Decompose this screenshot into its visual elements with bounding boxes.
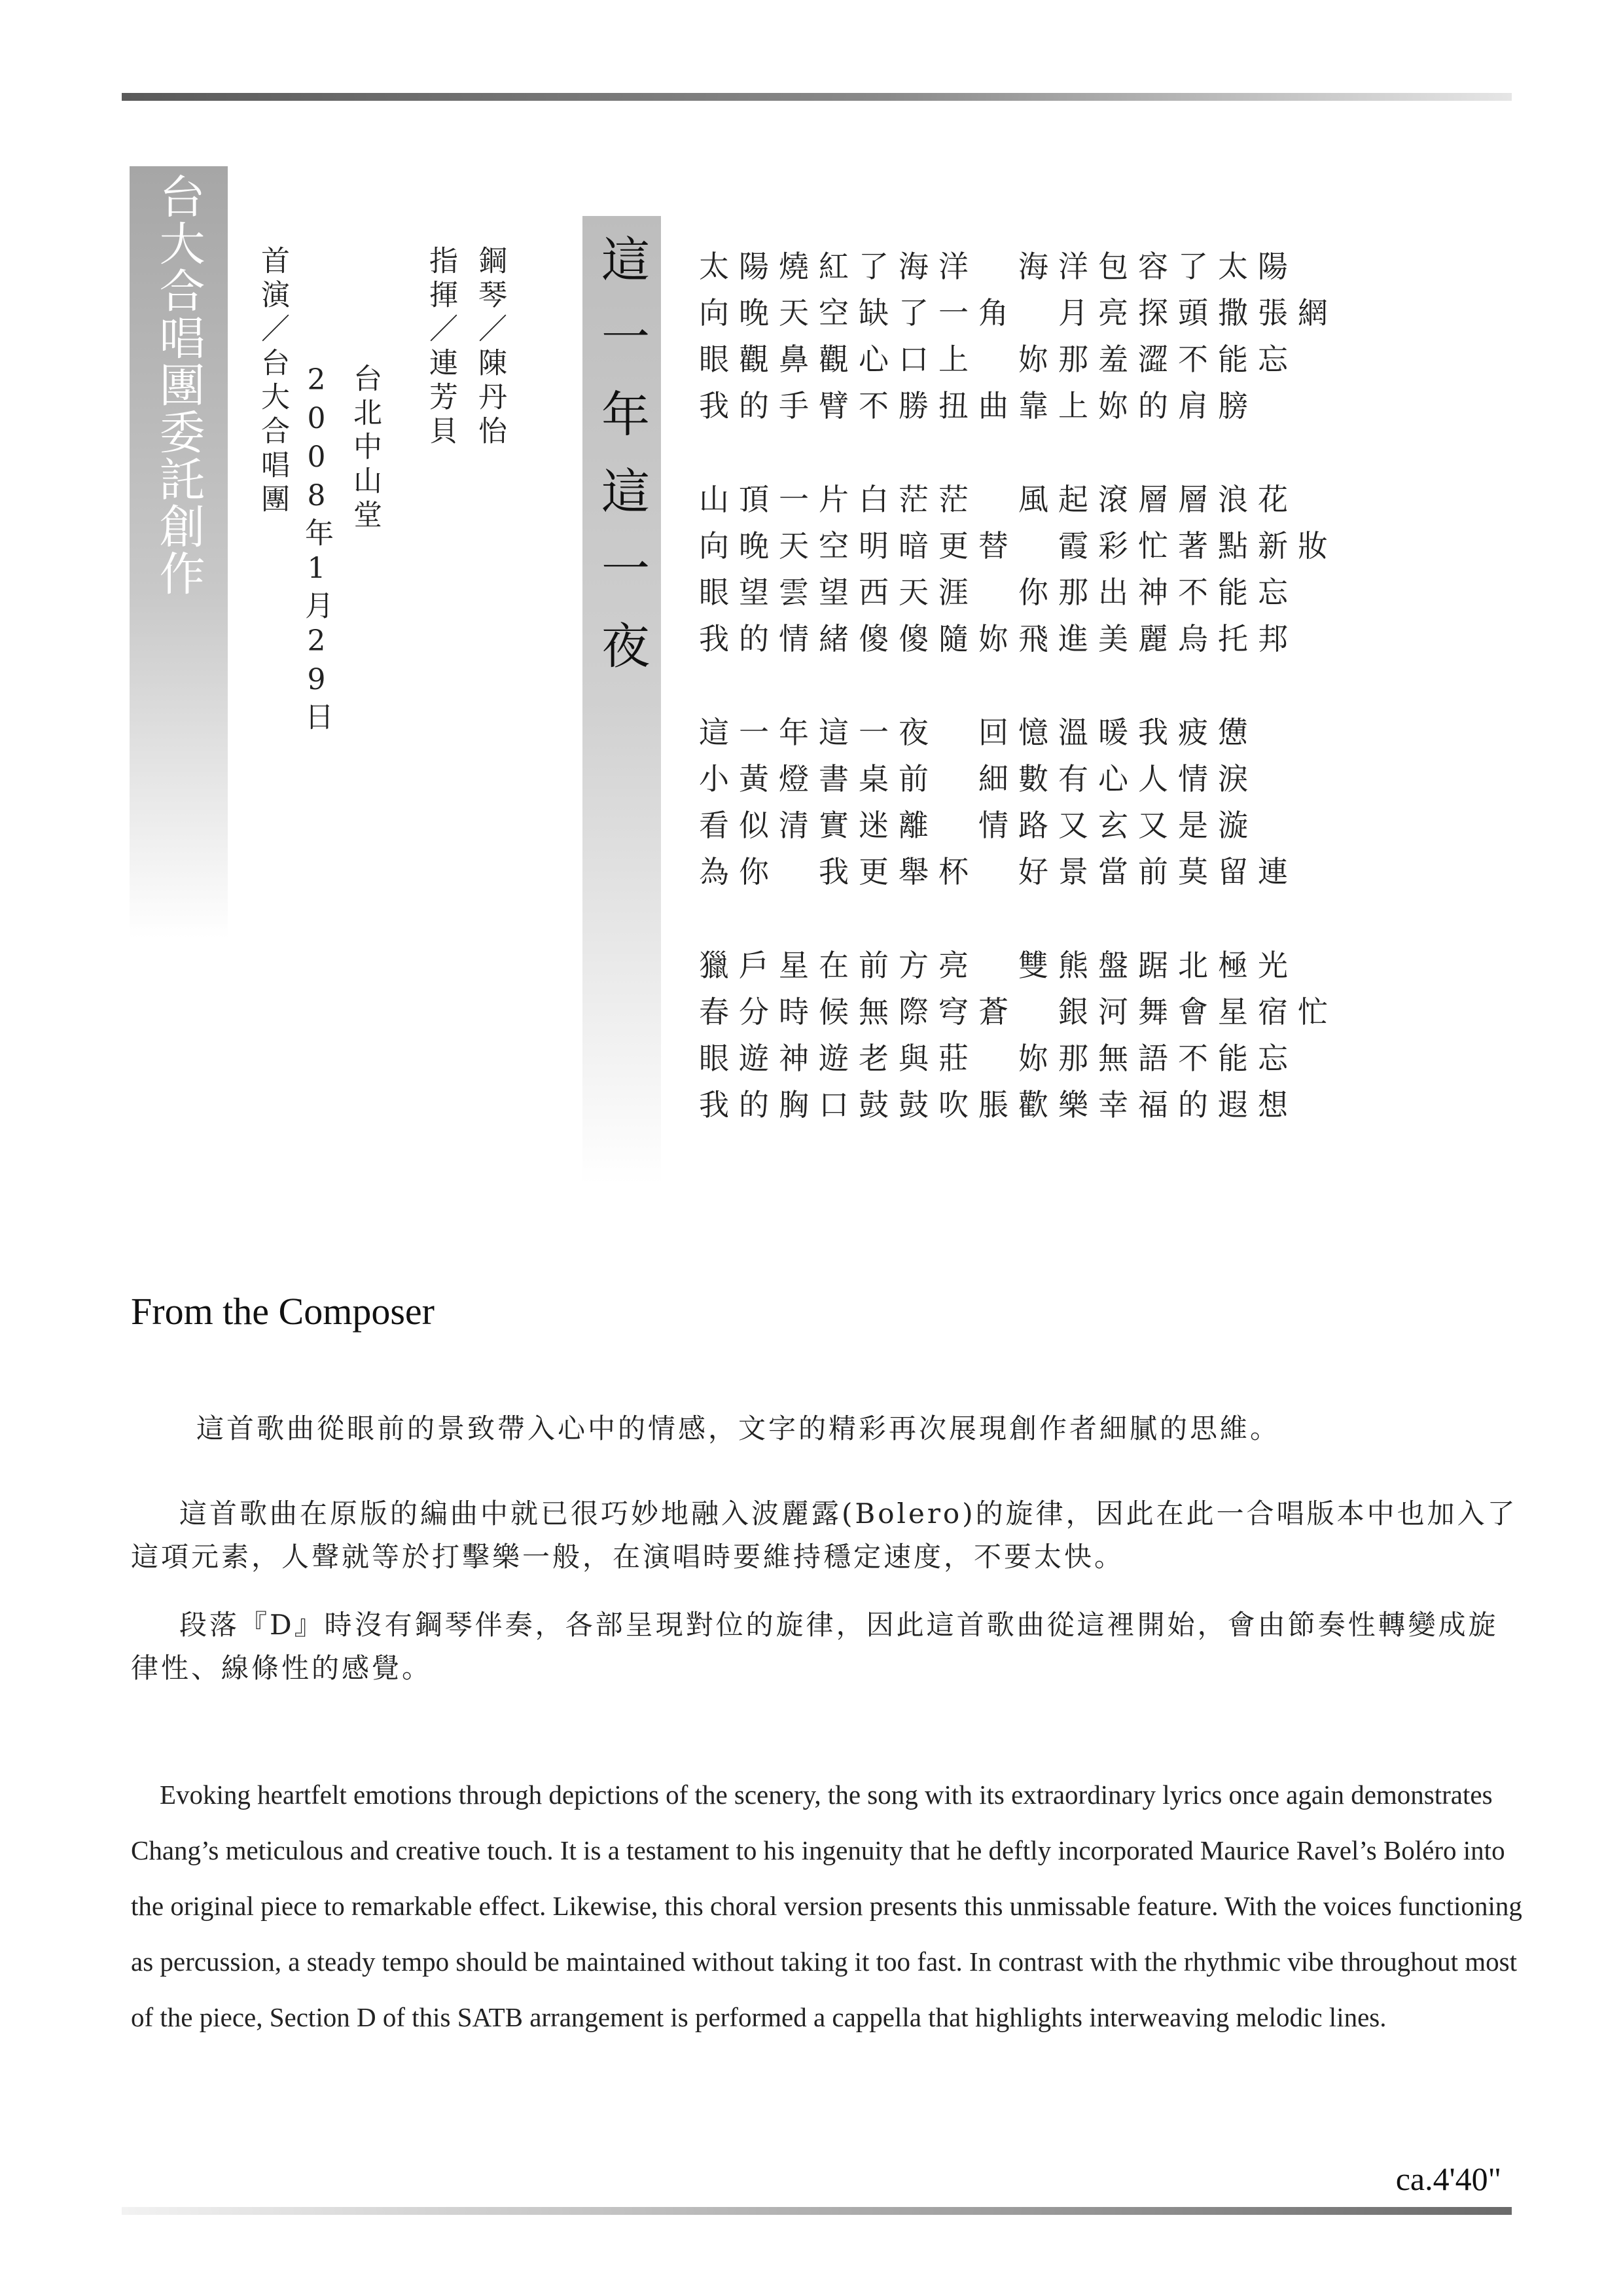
lyric-line: 向晚天空缺了一角 月亮探頭撒張網 [699, 295, 1338, 331]
commission-band [130, 166, 228, 939]
song-title: 這一年這一夜 [594, 234, 650, 698]
lyric-line: 太陽燒紅了海洋 海洋包容了太陽 [699, 249, 1298, 284]
credit-piano: 鋼琴／陳丹怡 [473, 245, 507, 450]
song-title-band [582, 216, 661, 1185]
credit-premiere: 首演／台大合唱團 [256, 245, 289, 518]
lyric-line: 向晚天空明暗更替 霞彩忙著點新妝 [699, 528, 1338, 564]
lyrics [699, 243, 1484, 1175]
lyric-line: 這一年這一夜 回憶溫暖我疲憊 [699, 715, 1258, 750]
credit-conductor: 指揮／連芳貝 [424, 245, 457, 450]
stanza [699, 243, 1484, 429]
lyric-line: 眼望雲望西天涯 你那出神不能忘 [699, 575, 1298, 610]
lyric-line: 山頂一片白茫茫 風起滾層層浪花 [699, 482, 1298, 517]
stanza [699, 476, 1484, 662]
bottom-rule [122, 2207, 1512, 2215]
lyric-line: 眼遊神遊老與莊 妳那無語不能忘 [699, 1041, 1298, 1076]
notes-zh-paragraph: 這首歌曲在原版的編曲中就已很巧妙地融入波麗露(Bolero)的旋律，因此在此一合唱版本中也加入了這項元素，人聲就等於打擊樂一般，在演唱時要維持穩定速度，不要太快。 [131, 1498, 1518, 1573]
stanza [699, 942, 1484, 1128]
top-rule [122, 93, 1512, 101]
credit-venue: 台北中山堂 [348, 363, 382, 533]
lyric-line: 看似清實迷離 情路又玄又是漩 [699, 808, 1258, 843]
duration: ca.4'40" [1395, 2161, 1501, 2197]
notes-en-paragraph: Evoking heartfelt emotions through depictions of the scenery, the song with its extraordinary lyrics once again demonstrates Chang’s meticulous and creative touch. It is a testament to his ingenuity that he deftly incorporated Maurice Ravel’s Boléro into the original piece to remarkable effect. Likewise, this choral version presents this unmissable feature. With the voices functioning as percussion, a steady tempo should be maintained without taking it too fast. In contrast with the rhythmic vibe throughout most of the piece, Section D of this SATB arrangement is performed a cappella that highlights interweaving melodic lines. [131, 1780, 1522, 2032]
credit-date: 2008年1月29日 [300, 363, 333, 736]
notes-zh-paragraph: 段落『D』時沒有鋼琴伴奏，各部呈現對位的旋律，因此這首歌曲從這裡開始，會由節奏性轉變成旋律性、線條性的感覺。 [131, 1609, 1499, 1684]
lyric-line: 為你 我更舉杯 好景當前莫留連 [699, 854, 1298, 889]
lyric-line: 我的胸口鼓鼓吹脹歡樂幸福的遐想 [699, 1087, 1298, 1122]
lyric-line: 春分時候無際穹蒼 銀河舞會星宿忙 [699, 994, 1338, 1030]
notes-heading: From the Composer [131, 1290, 435, 1333]
lyric-line: 我的情緒傻傻隨妳飛進美麗烏托邦 [699, 621, 1298, 656]
lyric-line: 眼觀鼻觀心口上 妳那羞澀不能忘 [699, 342, 1298, 377]
stanza [699, 709, 1484, 895]
lyric-line: 獵戶星在前方亮 雙熊盤踞北極光 [699, 948, 1298, 983]
notes-zh-paragraph: 這首歌曲從眼前的景致帶入心中的情感，文字的精彩再次展現創作者細膩的思維。 [196, 1412, 1281, 1444]
lyric-line: 小黃燈書桌前 細數有心人情淚 [699, 761, 1258, 797]
lyric-line: 我的手臂不勝扭曲靠上妳的肩膀 [699, 388, 1258, 423]
commission-title: 台大合唱團委託創作 [152, 173, 205, 597]
